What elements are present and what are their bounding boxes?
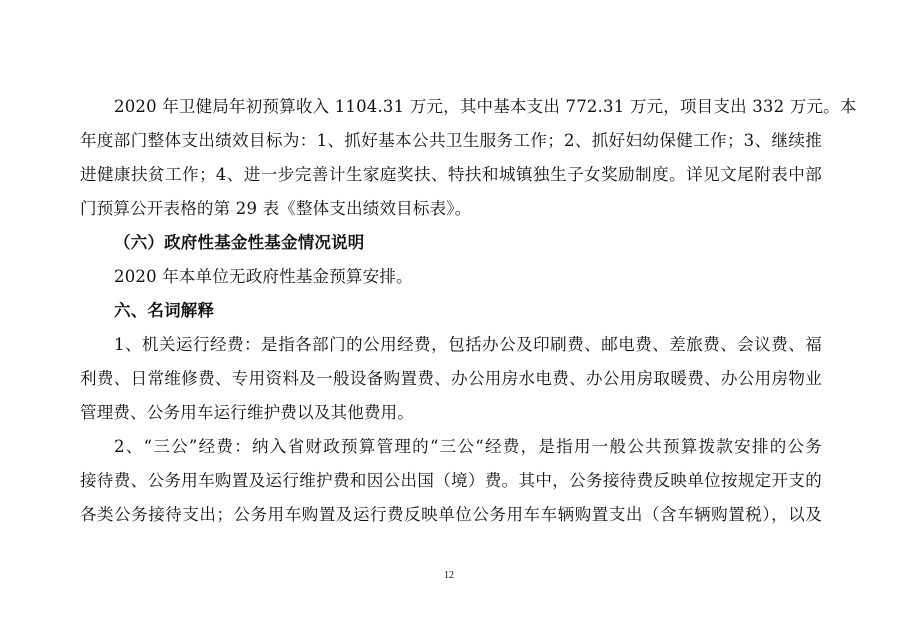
section-heading-government-fund: （六）政府性基金性基金情况说明 [114, 233, 365, 252]
page-number: 12 [444, 570, 454, 581]
section-heading-glossary: 六、名词解释 [114, 301, 215, 320]
paragraph-government-fund: 2020 年本单位无政府性基金预算安排。 [114, 267, 413, 286]
paragraph-budget-line-1: 2020 年卫健局年初预算收入 1104.31 万元，其中基本支出 772.31 万元，项目支出 332 万元。本 [114, 97, 857, 116]
paragraph-budget-line-2: 年度部门整体支出绩效目标为：1、抓好基本公共卫生服务工作；2、抓好妇幼保健工作；3、继续推 [80, 131, 822, 150]
paragraph-budget-line-4: 门预算公开表格的第 29 表《整体支出绩效目标表》。 [80, 199, 472, 218]
paragraph-three-public-line-3: 各类公务接待支出；公务用车购置及运行费反映单位公务用车车辆购置支出（含车辆购置税），以及 [80, 505, 822, 524]
paragraph-operating-expense-line-1: 1、机关运行经费：是指各部门的公用经费，包括办公及印刷费、邮电费、差旅费、会议费、福 [114, 335, 822, 354]
paragraph-budget-line-3: 进健康扶贫工作；4、进一步完善计生家庭奖扶、特扶和城镇独生子女奖励制度。详见文尾附表中部 [80, 165, 822, 184]
paragraph-operating-expense-line-3: 管理费、公务用车运行维护费以及其他费用。 [80, 403, 414, 422]
paragraph-operating-expense-line-2: 利费、日常维修费、专用资料及一般设备购置费、办公用房水电费、办公用房取暖费、办公用房物业 [80, 369, 822, 388]
paragraph-three-public-line-2: 接待费、公务用车购置及运行维护费和因公出国（境）费。其中，公务接待费反映单位按规定开支的 [80, 471, 822, 490]
paragraph-three-public-line-1: 2、“三公”经费：纳入省财政预算管理的“三公“经费，是指用一般公共预算拨款安排的公务 [114, 437, 822, 456]
